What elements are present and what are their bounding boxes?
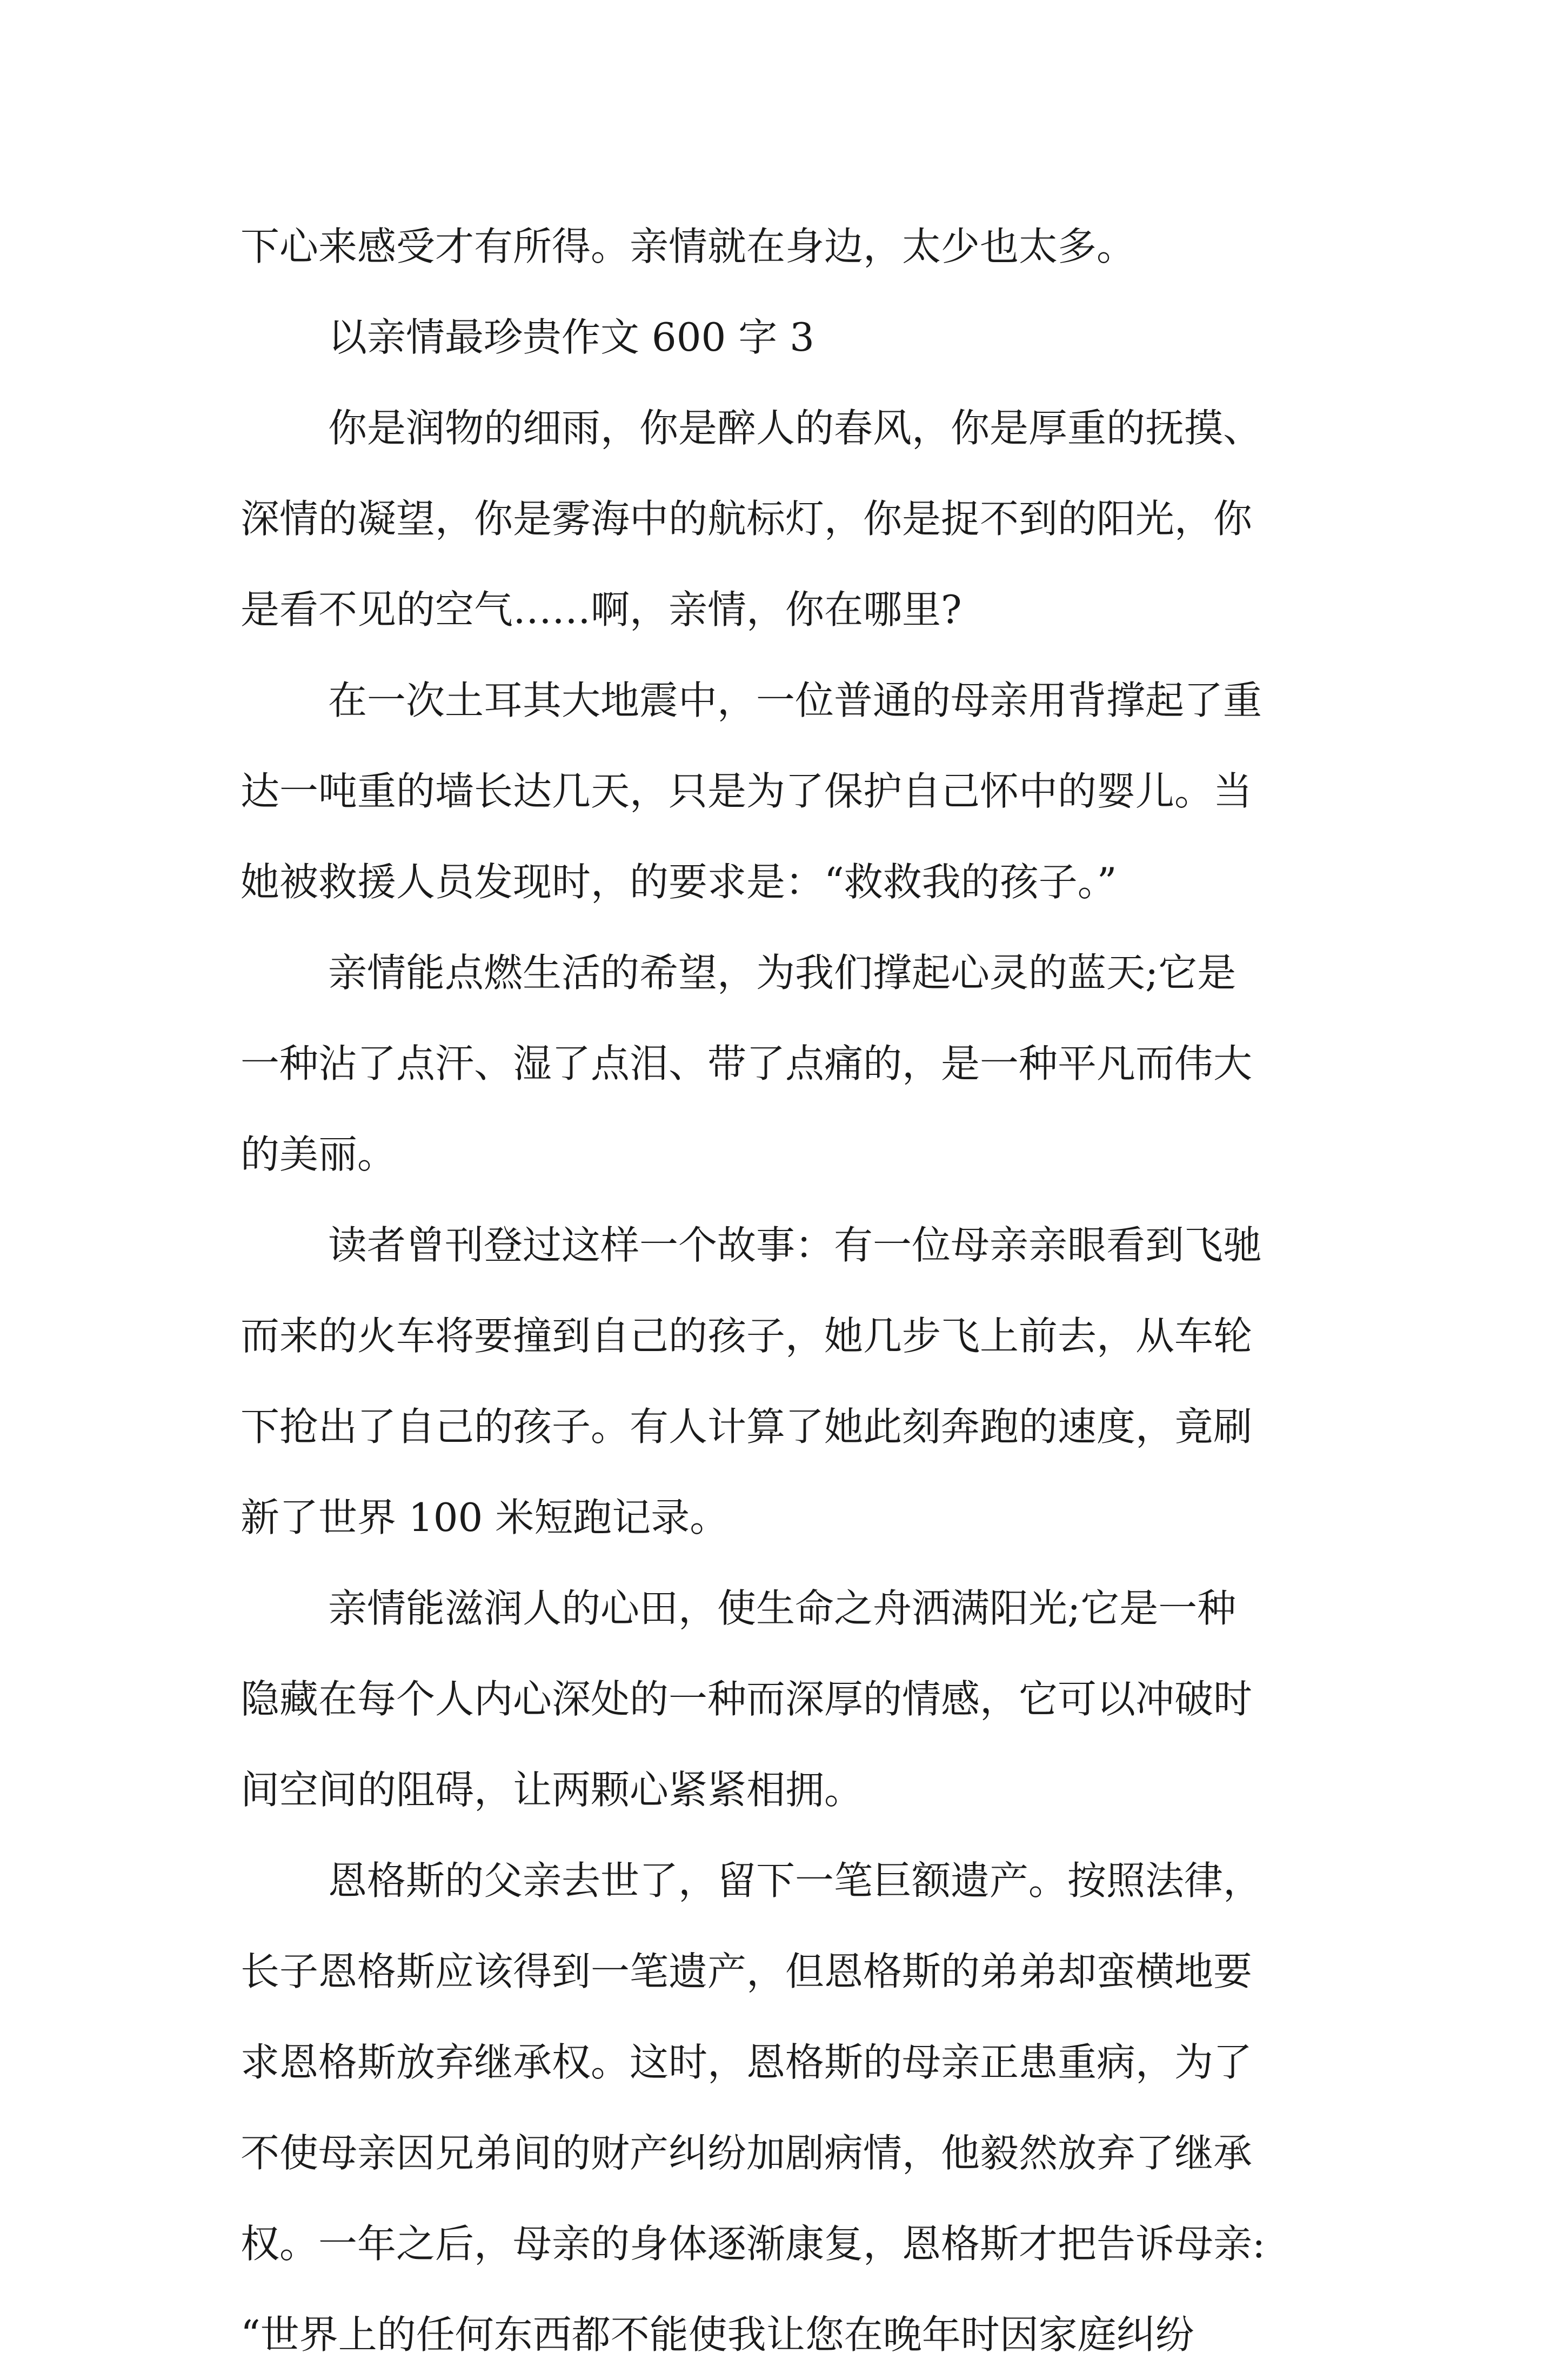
text-line: 隐藏在每个人内心深处的一种而深厚的情感，它可以冲破时 — [240, 1676, 1253, 1722]
text-line: 亲情能点燃生活的希望，为我们撑起心灵的蓝天;它是 — [328, 950, 1237, 995]
text-line: 你是润物的细雨，你是醉人的春风，你是厚重的抚摸、 — [328, 405, 1262, 451]
text-line: 下心来感受才有所得。亲情就在身边，太少也太多。 — [240, 224, 1136, 269]
document-body — [240, 201, 1332, 2380]
text-line: 权。一年之后，母亲的身体逐渐康复，恩格斯才把告诉母亲: — [240, 2221, 1266, 2267]
essay-heading: 以亲情最珍贵作文 600 字 3 — [328, 315, 814, 360]
text-line: 是看不见的空气……啊，亲情，你在哪里? — [240, 587, 962, 632]
text-line: 下抢出了自己的孩子。有人计算了她此刻奔跑的速度，竟刷 — [240, 1404, 1253, 1449]
text-line: 的美丽。 — [240, 1132, 397, 1177]
text-line: 读者曾刊登过这样一个故事：有一位母亲亲眼看到飞驰 — [328, 1222, 1262, 1268]
text-line: 而来的火车将要撞到自己的孩子，她几步飞上前去，从车轮 — [240, 1313, 1253, 1359]
text-line: 她被救援人员发现时，的要求是：“救救我的孩子。” — [240, 859, 1117, 905]
text-line: 长子恩格斯应该得到一笔遗产，但恩格斯的弟弟却蛮横地要 — [240, 1949, 1253, 1994]
text-line: 一种沾了点汗、湿了点泪、带了点痛的，是一种平凡而伟大 — [240, 1041, 1253, 1086]
text-line: 求恩格斯放弃继承权。这时，恩格斯的母亲正患重病，为了 — [240, 2040, 1253, 2085]
text-line: 不使母亲因兄弟间的财产纠纷加剧病情，他毅然放弃了继承 — [240, 2130, 1253, 2176]
text-line: 恩格斯的父亲去世了，留下一笔巨额遗产。按照法律， — [328, 1858, 1262, 1903]
text-line: 深情的凝望，你是雾海中的航标灯，你是捉不到的阳光，你 — [240, 496, 1253, 541]
text-line: 在一次土耳其大地震中，一位普通的母亲用背撑起了重 — [328, 678, 1262, 723]
text-line: “世界上的任何东西都不能使我让您在晚年时因家庭纠纷 — [240, 2312, 1194, 2357]
text-line: 亲情能滋润人的心田，使生命之舟洒满阳光;它是一种 — [328, 1586, 1237, 1631]
text-line: 间空间的阻碍，让两颗心紧紧相拥。 — [240, 1767, 864, 1813]
text-line: 新了世界 100 米短跑记录。 — [240, 1495, 729, 1540]
text-line: 达一吨重的墙长达几天，只是为了保护自己怀中的婴儿。当 — [240, 768, 1253, 814]
